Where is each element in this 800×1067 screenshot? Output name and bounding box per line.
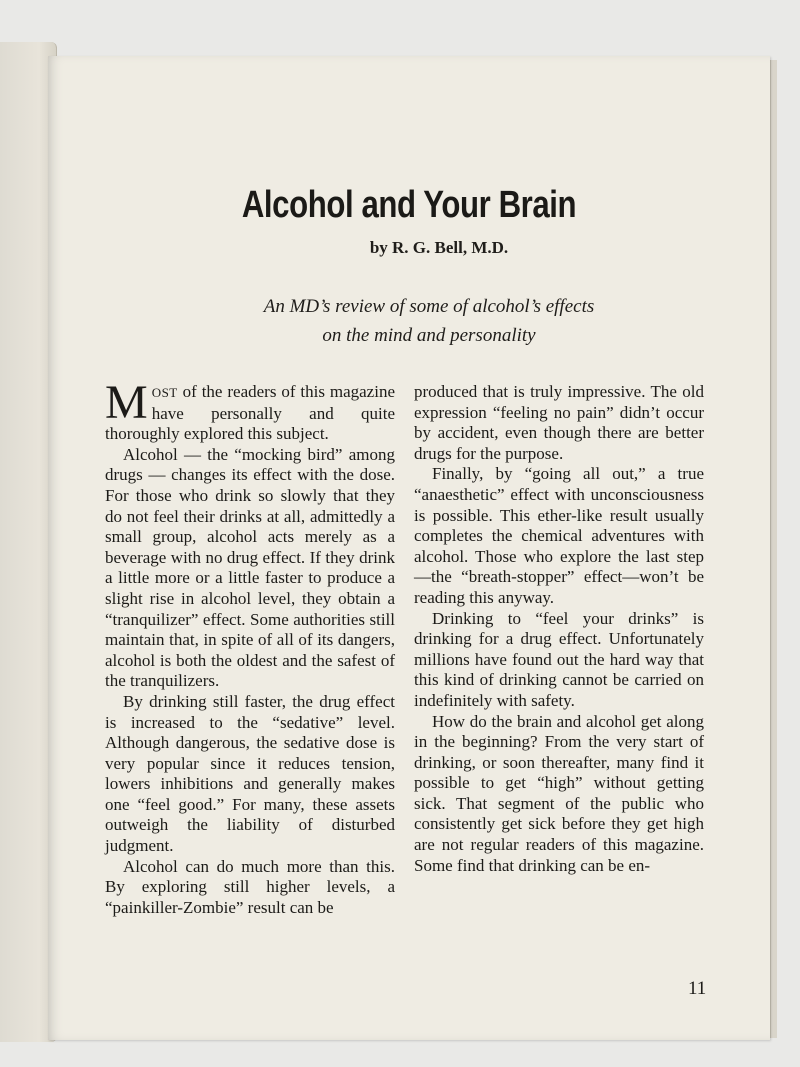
paragraph-text: of the readers of this magazine have personally and quite thoroughly explored this subject.: [105, 382, 395, 444]
article-subtitle: [48, 292, 770, 350]
paragraph: How do the brain and alcohol get along in the beginning? From the very start of drinking, or soon thereafter, many find it possible to get “high” without getting sick. That segment of the public who consistently get sick before they get high are not regular readers of this magazine. Some find that drinking can be en-: [414, 711, 704, 875]
first-word: OST: [151, 385, 178, 400]
article-title: Alcohol and Your Brain: [241, 184, 577, 226]
paragraph: Alcohol — the “mocking bird” among drugs — changes its effect with the dose. For those who drink so slowly that they do not feel their drinks at all, admittedly a small group, alcohol acts merely as a beverage with no drug effect. If they drink a little more or a little faster to produce a slight rise in alcohol level, they obtain a “tranquilizer” effect. Some authorities still maintain that, in spite of all of its dangers, alcohol is both the oldest and the safest of the tranquilizers.: [105, 444, 395, 691]
magazine-page: [48, 56, 770, 1040]
paragraph: Alcohol can do much more than this. By exploring still higher levels, a “painkiller-Zombie” result can be: [105, 856, 395, 917]
paragraph: Finally, by “going all out,” a true “anaesthetic” effect with unconsciousness is possible. This ether-like result usually completes the chemical adventures with alcohol. Those who explore the last step—the “breath-stopper” effect—won’t be reading this anyway.: [414, 464, 704, 607]
paragraph: By drinking still faster, the drug effect is increased to the “sedative” level. Although dangerous, the sedative dose is very popular since it reduces tension, lowers inhibitions and generally makes one “feel good.” For many, these assets outweigh the liability of disturbed judgment.: [105, 691, 395, 856]
article-byline: by R. G. Bell, M.D.: [369, 238, 509, 257]
page-number: 11: [688, 978, 707, 999]
page-stack-edge: [770, 60, 777, 1038]
subtitle-line-1: An MD’s review of some of alcohol’s effects: [263, 296, 595, 317]
left-column: [105, 376, 395, 918]
paragraph: Drinking to “feel your drinks” is drinking for a drug effect. Unfortunately millions have found out the hard way that this kind of drinking cannot be carried on indefinitely with safety.: [414, 608, 704, 710]
paragraph: produced that is truly impressive. The old expression “feeling no pain” didn’t occur by accident, even though there are better drugs for the purpose.: [414, 382, 704, 463]
right-column: [414, 382, 704, 876]
drop-cap: M: [105, 376, 148, 429]
subtitle-line-2: on the mind and personality: [322, 325, 536, 346]
paragraph: [105, 376, 395, 445]
